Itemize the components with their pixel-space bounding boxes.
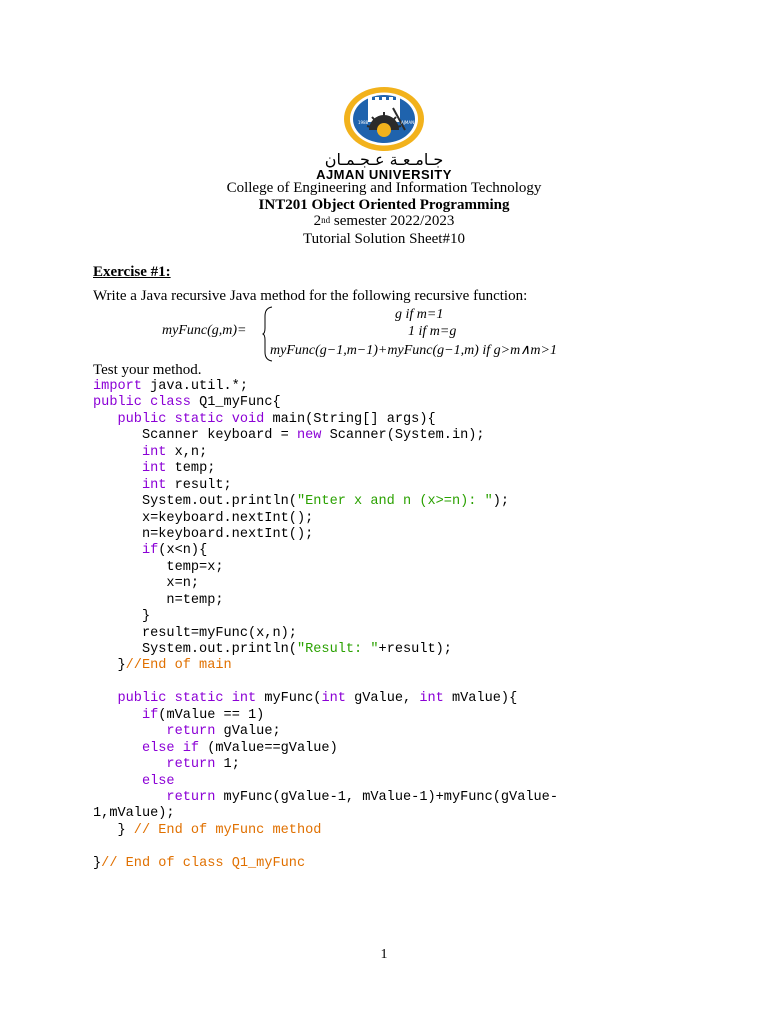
code-line: temp=x; bbox=[93, 559, 224, 575]
code-line: n=temp; bbox=[93, 592, 224, 608]
code-line: } // End of myFunc method bbox=[93, 822, 322, 838]
formula-case-3: myFunc(g−1,m−1)+myFunc(g−1,m) if g>m∧m>1 bbox=[270, 343, 557, 358]
code-line-blank bbox=[93, 675, 558, 691]
arabic-university-name: جـامـعـة عـجـمـان bbox=[324, 150, 444, 169]
code-line: result=myFunc(x,n); bbox=[93, 625, 297, 641]
formula-lhs: myFunc(g,m)= bbox=[162, 323, 247, 338]
code-line-blank bbox=[93, 839, 558, 855]
code-line: else bbox=[141, 773, 175, 789]
code-line: import java.util.*; bbox=[93, 379, 249, 394]
code-line: int x,n; bbox=[141, 444, 208, 460]
semester-ordinal-suffix: nd bbox=[321, 215, 331, 225]
code-line: if(x<n){ bbox=[141, 543, 208, 559]
test-instruction: Test your method. bbox=[93, 362, 202, 378]
code-line: public static int myFunc(int gValue, int mValue){ bbox=[117, 691, 518, 707]
code-line: }//End of main bbox=[93, 658, 232, 674]
code-line: public class Q1_myFunc{ bbox=[93, 395, 281, 411]
code-line: int result; bbox=[141, 477, 232, 493]
sheet-title: Tutorial Solution Sheet#10 bbox=[303, 231, 465, 247]
code-line: else if (mValue==gValue) bbox=[141, 740, 338, 756]
code-line: Scanner keyboard = new Scanner(System.in); bbox=[93, 428, 485, 444]
university-logo bbox=[343, 86, 425, 152]
semester-text: semester 2022/2023 bbox=[330, 213, 455, 229]
code-line: int temp; bbox=[141, 461, 216, 477]
java-code-block bbox=[93, 379, 558, 872]
code-line: 1,mValue); bbox=[93, 806, 175, 822]
code-line: System.out.println("Result: "+result); bbox=[93, 642, 452, 657]
code-line: public static void main(String[] args){ bbox=[117, 411, 436, 427]
semester-ordinal: 2 bbox=[313, 213, 322, 229]
course-title: INT201 Object Oriented Programming bbox=[258, 197, 510, 213]
code-line: n=keyboard.nextInt(); bbox=[93, 526, 314, 542]
code-line: if(mValue == 1) bbox=[141, 707, 265, 723]
code-line: return 1; bbox=[166, 757, 240, 773]
college-name: College of Engineering and Information Technology bbox=[226, 180, 542, 196]
code-line: }// End of class Q1_myFunc bbox=[93, 855, 306, 871]
exercise-prompt: Write a Java recursive Java method for the following recursive function: bbox=[93, 288, 528, 304]
formula-case-2: 1 if m=g bbox=[408, 324, 457, 339]
exercise-title: Exercise #1: bbox=[93, 264, 171, 280]
code-line: x=keyboard.nextInt(); bbox=[93, 510, 314, 526]
page-number: 1 bbox=[380, 947, 388, 962]
logo-name-text: AJMAN bbox=[401, 120, 415, 125]
code-line: System.out.println("Enter x and n (x>=n): "); bbox=[93, 494, 510, 510]
semester-line bbox=[0, 213, 768, 230]
code-line: x=n; bbox=[93, 576, 200, 592]
code-line: } bbox=[93, 609, 151, 625]
code-line: return myFunc(gValue-1, mValue-1)+myFunc(gValue- bbox=[166, 789, 558, 805]
code-line: return gValue; bbox=[166, 724, 281, 740]
logo-year-text: 1988 bbox=[358, 120, 369, 125]
formula-case-1: g if m=1 bbox=[395, 307, 444, 322]
university-name: AJMAN UNIVERSITY bbox=[316, 167, 452, 182]
